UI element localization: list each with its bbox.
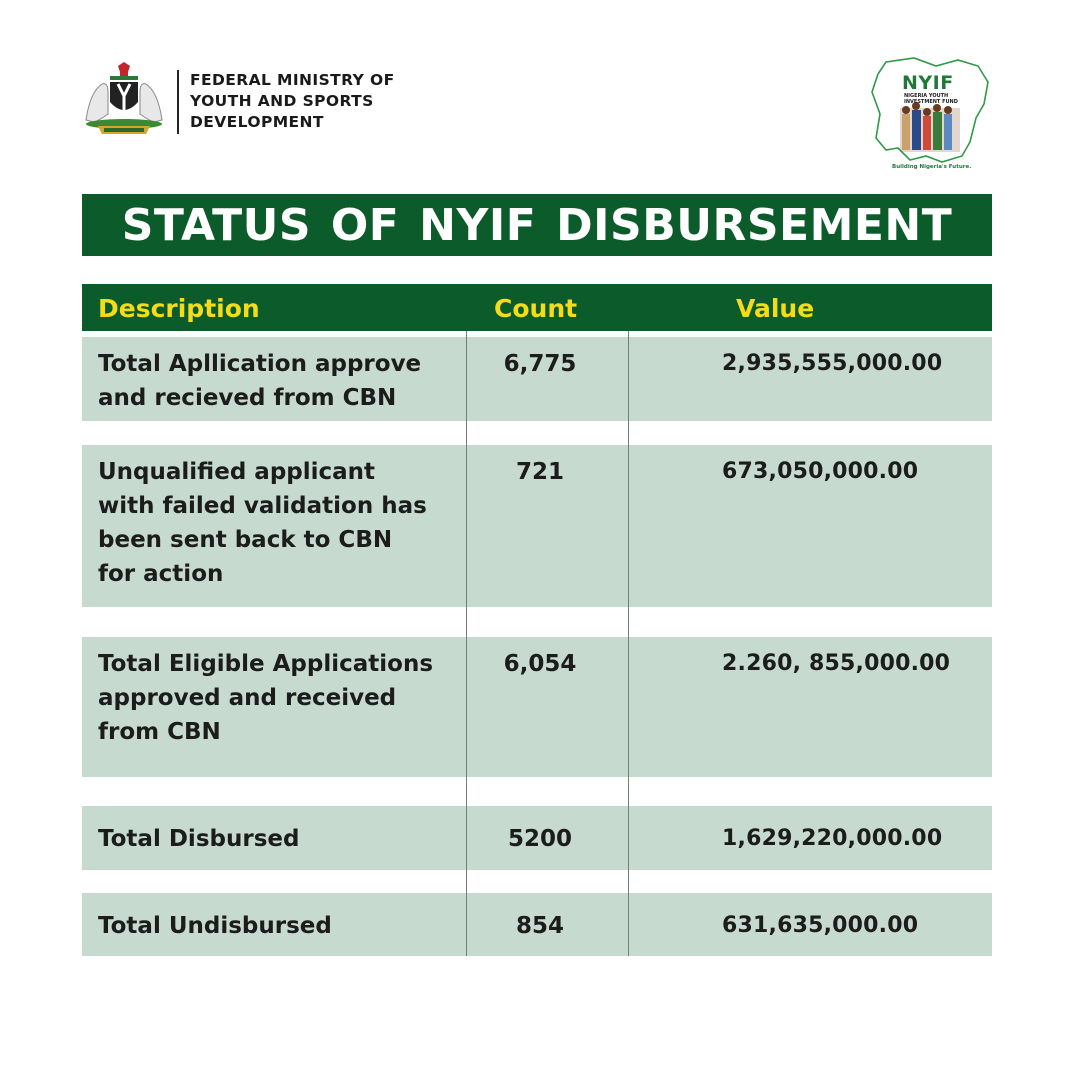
- row-value: 2,935,555,000.00: [722, 351, 943, 376]
- nyif-brand: NYIF: [902, 72, 954, 94]
- nyif-subtitle-line-2: INVESTMENT FUND: [904, 99, 958, 105]
- ministry-line-1: FEDERAL MINISTRY OF: [190, 71, 395, 89]
- row-count: 6,775: [503, 351, 577, 377]
- header-divider: [177, 70, 179, 134]
- header-count: Count: [494, 294, 578, 323]
- ministry-line-3: DEVELOPMENT: [190, 113, 324, 131]
- nyif-logo: [866, 52, 992, 180]
- header-description: Description: [98, 294, 260, 323]
- row-count: 721: [515, 459, 564, 485]
- table-row: [82, 806, 992, 870]
- row-value: 1,629,220,000.00: [722, 826, 943, 851]
- row-count: 854: [515, 913, 564, 939]
- table-row: [82, 637, 992, 777]
- table-row: [82, 893, 992, 956]
- ministry-name: [190, 70, 450, 133]
- row-description: Total Undisbursed: [98, 913, 332, 939]
- coat-of-arms-icon: [78, 62, 170, 140]
- nyif-subtitle-line-1: NIGERIA YOUTH: [904, 93, 949, 99]
- page-title: STATUS OF NYIF DISBURSEMENT: [82, 194, 992, 256]
- row-value: 673,050,000.00: [722, 459, 919, 484]
- column-divider-count: [466, 331, 467, 956]
- header-value: Value: [736, 294, 815, 323]
- row-description: Total Apllication approve and recieved from CBN: [98, 351, 422, 411]
- row-count: 6,054: [503, 651, 577, 677]
- row-value: 631,635,000.00: [722, 913, 919, 938]
- nyif-subtitle: [904, 93, 964, 105]
- table-row: [82, 337, 992, 421]
- ministry-line-2: YOUTH AND SPORTS: [190, 92, 374, 110]
- row-description: Total Eligible Applications approved and received from CBN: [98, 651, 434, 745]
- table-row: [82, 445, 992, 607]
- column-divider-value: [628, 331, 629, 956]
- nyif-tagline: Building Nigeria's Future.: [892, 164, 972, 170]
- row-value: 2.260, 855,000.00: [722, 651, 951, 676]
- row-count: 5200: [507, 826, 572, 852]
- table-header: [82, 284, 992, 331]
- row-description: Unqualified applicant with failed validation has been sent back to CBN for action: [98, 459, 427, 587]
- row-description: Total Disbursed: [98, 826, 300, 852]
